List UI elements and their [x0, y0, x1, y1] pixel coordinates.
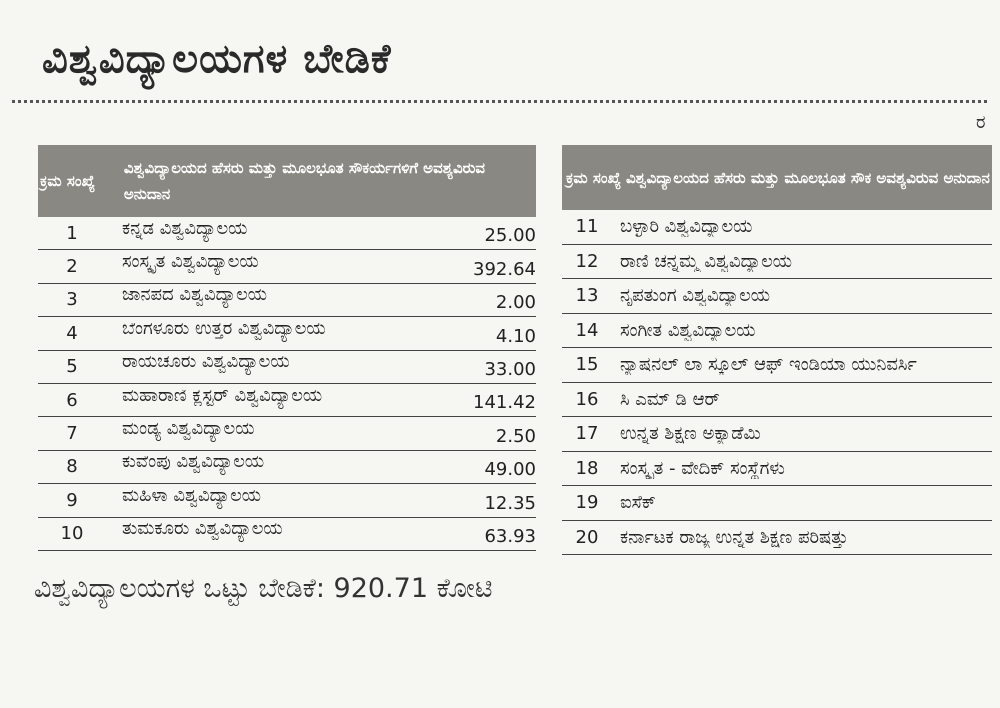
table-row: [562, 245, 992, 280]
table-row: [562, 417, 992, 452]
row-name: [612, 216, 990, 237]
row-value: 33.00: [484, 358, 536, 380]
row-serial: 17: [575, 423, 599, 445]
row-name-text: ಕುವೆಂಪು ವಿಶ್ವವಿದ್ಯಾಲಯ: [122, 456, 265, 473]
table-row: [38, 384, 536, 417]
row-name-text: ಉನ್ನತ ಶಿಕ್ಷಣ ಅಕ್ಯಾಡೆಮಿ: [620, 423, 761, 445]
row-name-text: ಕರ್ನಾಟಕ ರಾಜ್ಯ ಉನ್ನತ ಶಿಕ್ಷಣ ಪರಿಷತ್ತು: [620, 526, 849, 548]
table-row: [562, 314, 992, 349]
left-table-header: [38, 145, 536, 217]
row-name-text: ಸಿ ಎಮ್ ಡಿ ಆರ್: [620, 388, 720, 410]
row-name-text: ನೃಪತುಂಗ ವಿಶ್ವವಿದ್ಯಾಲಯ: [620, 285, 771, 307]
row-serial: 3: [66, 289, 78, 311]
total-demand: ವಿಶ್ವವಿದ್ಯಾಲಯಗಳ ಒಟ್ಟು ಬೇಡಿಕೆ: 920.71 ಕೋಟಿ: [34, 573, 493, 604]
row-serial: 14: [575, 319, 599, 341]
row-name: [106, 523, 462, 544]
row-name: [106, 256, 462, 277]
row-serial: 18: [575, 457, 599, 479]
row-name-text: ಕನ್ನಡ ವಿಶ್ವವಿದ್ಯಾಲಯ: [122, 222, 248, 239]
row-name-text: ರಾಯಚೂರು ವಿಶ್ವವಿದ್ಯಾಲಯ: [122, 356, 290, 373]
row-value: 141.42: [473, 392, 536, 414]
right-table-header: [562, 145, 992, 210]
row-name: [612, 285, 990, 306]
table-row: [562, 210, 992, 245]
row-name: [612, 251, 990, 272]
row-serial: 5: [66, 356, 78, 378]
row-serial: 1: [66, 222, 78, 244]
right-table: [562, 145, 992, 555]
row-value: 392.64: [473, 258, 536, 280]
row-name: [106, 490, 462, 511]
table-row: [38, 417, 536, 450]
header-serial: ಕ್ರಮ ಸಂಖ್ಯೆ: [566, 168, 622, 187]
table-row: [38, 217, 536, 250]
row-serial: 4: [66, 322, 78, 344]
row-serial: 9: [66, 489, 78, 511]
row-name: [612, 527, 990, 548]
row-name-text: ಸಂಸ್ಕೃತ ವಿಶ್ವವಿದ್ಯಾಲಯ: [122, 256, 259, 273]
row-serial: 13: [575, 285, 599, 307]
row-serial: 6: [66, 389, 78, 411]
row-serial: 15: [575, 354, 599, 376]
row-serial: 12: [575, 250, 599, 272]
table-row: [562, 279, 992, 314]
row-serial: 20: [575, 526, 599, 548]
row-name-text: ರಾಣಿ ಚನ್ನಮ್ಮ ವಿಶ್ವವಿದ್ಯಾಲಯ: [620, 250, 793, 272]
row-value: 49.00: [484, 459, 536, 481]
row-name-text: ಸಂಸ್ಕೃತ - ವೇದಿಕ್ ಸಂಸ್ಥೆಗಳು: [620, 457, 785, 479]
row-name: [106, 456, 462, 477]
row-name: [106, 289, 462, 310]
table-row: [562, 486, 992, 521]
row-name-text: ಬಳ್ಳಾರಿ ವಿಶ್ವವಿದ್ಯಾಲಯ: [620, 216, 753, 238]
row-name-text: ಬೆಂಗಳೂರು ಉತ್ತರ ವಿಶ್ವವಿದ್ಯಾಲಯ: [122, 322, 326, 339]
header-serial: ಕ್ರಮ ಸಂಖ್ಯೆ: [40, 172, 96, 190]
row-serial: 16: [575, 388, 599, 410]
table-row: [38, 518, 536, 551]
row-name: [106, 390, 462, 411]
row-name: [106, 356, 462, 377]
row-name-text: ಜಾನಪದ ವಿಶ್ವವಿದ್ಯಾಲಯ: [122, 289, 268, 306]
row-serial: 11: [575, 216, 599, 238]
row-name: [612, 389, 990, 410]
row-name-text: ತುಮಕೂರು ವಿಶ್ವವಿದ್ಯಾಲಯ: [122, 523, 283, 540]
row-value: 25.00: [484, 225, 536, 247]
row-value: 2.50: [495, 425, 536, 447]
row-serial: 10: [60, 523, 84, 545]
table-row: [562, 348, 992, 383]
row-name: [612, 492, 990, 513]
row-value: 4.10: [495, 325, 536, 347]
row-value: 12.35: [484, 492, 536, 514]
header-name: ವಿಶ್ವವಿದ್ಯಾಲಯದ ಹೆಸರು ಮತ್ತು ಮೂಲಭೂತ ಸೌಕ ಅವಶ್ಯವಿರುವ ಅನುದಾನ: [626, 168, 990, 187]
table-row: [562, 452, 992, 487]
row-serial: 2: [66, 256, 78, 278]
row-name: [106, 223, 462, 244]
table-row: [38, 484, 536, 517]
row-name: [106, 423, 462, 444]
page-title: ವಿಶ್ವವಿದ್ಯಾಲಯಗಳ ಬೇಡಿಕೆ: [42, 36, 392, 82]
row-name: [106, 323, 462, 344]
table-row: [38, 351, 536, 384]
row-name-text: ಸಂಗೀತ ವಿಶ್ವವಿದ್ಯಾಲಯ: [620, 319, 756, 341]
row-value: 2.00: [495, 292, 536, 314]
left-table: [38, 145, 536, 551]
table-row: [38, 284, 536, 317]
row-serial: 8: [66, 456, 78, 478]
row-name-text: ಮಹಾರಾಣಿ ಕ್ಲಸ್ಟರ್ ವಿಶ್ವವಿದ್ಯಾಲಯ: [122, 389, 323, 406]
row-name-text: ಮಹಿಳಾ ವಿಶ್ವವಿದ್ಯಾಲಯ: [122, 489, 262, 506]
table-row: [38, 250, 536, 283]
table-row: [38, 451, 536, 484]
header-name: ವಿಶ್ವವಿದ್ಯಾಲಯದ ಹೆಸರು ಮತ್ತು ಮೂಲಭೂತ ಸೌಕರ್ಯಗಳಿಗೆ ಅವಶ್ಯವಿರುವ ಅನುದಾನ: [123, 159, 485, 203]
table-row: [38, 317, 536, 350]
row-name-text: ನ್ಯಾಷನಲ್ ಲಾ ಸ್ಕೂಲ್ ಆಫ್ ಇಂಡಿಯಾ ಯುನಿವರ್ಸಿ: [620, 354, 917, 376]
row-name: [612, 320, 990, 341]
table-row: [562, 521, 992, 556]
row-serial: 19: [575, 492, 599, 514]
row-name: [612, 423, 990, 444]
row-name-text: ಮಂಡ್ಯ ವಿಶ್ವವಿದ್ಯಾಲಯ: [122, 423, 255, 440]
corner-mark: ರ: [976, 112, 986, 133]
dotted-divider: [12, 100, 987, 103]
row-name: [612, 458, 990, 479]
table-row: [562, 383, 992, 418]
row-value: 63.93: [484, 525, 536, 547]
row-serial: 7: [66, 423, 78, 445]
row-name-text: ಐಸೆಕ್: [620, 492, 656, 514]
row-name: [612, 354, 990, 375]
